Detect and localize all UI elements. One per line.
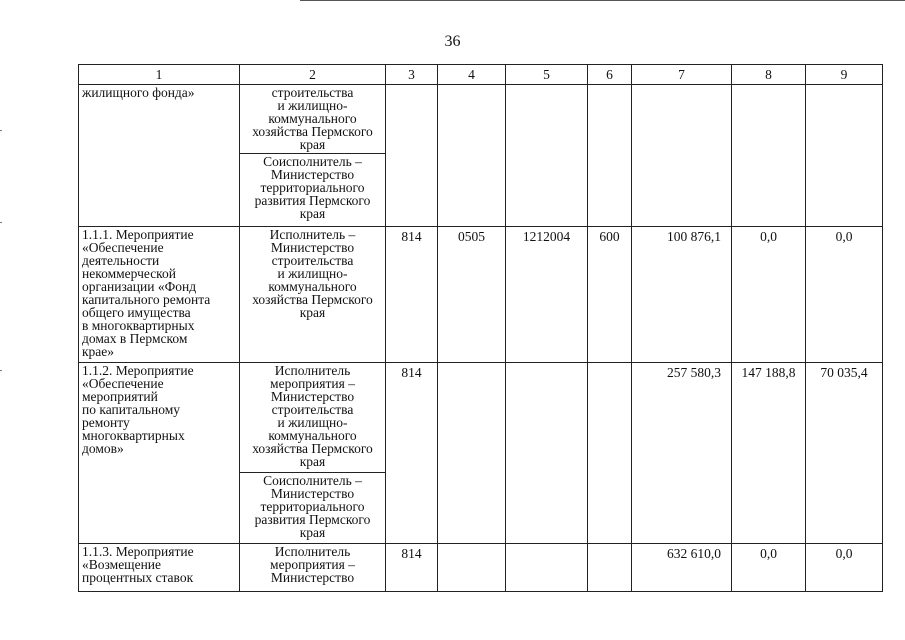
table-row xyxy=(79,85,883,154)
expense-type-cell xyxy=(588,85,632,227)
expense-type-cell xyxy=(588,363,632,544)
amount-year2-cell: 0,0 xyxy=(732,544,806,592)
grbs-code-cell: 814 xyxy=(386,363,438,544)
grbs-code-cell: 814 xyxy=(386,227,438,363)
amount-year3-cell: 0,0 xyxy=(806,544,883,592)
co-executor-cell: Соисполнитель – Министерство территориального развития Пермского края xyxy=(240,473,386,544)
activity-name-cell: 1.1.2. Мероприятие «Обеспечение мероприятий по капитальному ремонту многоквартирных домов» xyxy=(79,363,240,544)
activity-name-cell: 1.1.1. Мероприятие «Обеспечение деятельности некоммерческой организации «Фонд капитального ремонта общего имущества в многоквартирных домах в Пермском крае» xyxy=(79,227,240,363)
section-code-cell xyxy=(438,85,506,227)
amount-year2-cell: 0,0 xyxy=(732,227,806,363)
activity-name-cell: 1.1.3. Мероприятие «Возмещение процентных ставок xyxy=(79,544,240,592)
column-header: 3 xyxy=(386,65,438,85)
activity-name-cell: жилищного фонда» xyxy=(79,85,240,227)
target-article-cell: 1212004 xyxy=(506,227,588,363)
amount-year1-cell: 632 610,0 xyxy=(632,544,732,592)
grbs-code-cell: 814 xyxy=(386,544,438,592)
amount-year1-cell xyxy=(632,85,732,227)
column-header: 9 xyxy=(806,65,883,85)
margin-mark xyxy=(0,370,2,371)
target-article-cell xyxy=(506,363,588,544)
margin-mark xyxy=(0,222,2,223)
amount-year2-cell xyxy=(732,85,806,227)
target-article-cell xyxy=(506,85,588,227)
executor-cell: Исполнитель мероприятия – Министерство строительства и жилищно- коммунального хозяйства Пермского края xyxy=(240,363,386,473)
column-header: 7 xyxy=(632,65,732,85)
column-header: 5 xyxy=(506,65,588,85)
column-header: 2 xyxy=(240,65,386,85)
column-header: 4 xyxy=(438,65,506,85)
column-header: 6 xyxy=(588,65,632,85)
table-row xyxy=(79,363,883,473)
executor-cell: Исполнитель мероприятия – Министерство xyxy=(240,544,386,592)
section-code-cell: 0505 xyxy=(438,227,506,363)
margin-mark xyxy=(0,130,2,131)
section-code-cell xyxy=(438,544,506,592)
amount-year1-cell: 100 876,1 xyxy=(632,227,732,363)
column-header: 1 xyxy=(79,65,240,85)
expense-type-cell: 600 xyxy=(588,227,632,363)
grbs-code-cell xyxy=(386,85,438,227)
target-article-cell xyxy=(506,544,588,592)
expense-type-cell xyxy=(588,544,632,592)
budget-table xyxy=(78,64,883,592)
column-number-row xyxy=(79,65,883,85)
executor-cell: Исполнитель – Министерство строительства и жилищно- коммунального хозяйства Пермского края xyxy=(240,227,386,363)
amount-year2-cell: 147 188,8 xyxy=(732,363,806,544)
co-executor-cell: Соисполнитель – Министерство территориального развития Пермского края xyxy=(240,154,386,227)
table-row xyxy=(79,544,883,592)
column-header: 8 xyxy=(732,65,806,85)
amount-year3-cell xyxy=(806,85,883,227)
amount-year1-cell: 257 580,3 xyxy=(632,363,732,544)
top-rule xyxy=(300,0,905,1)
executor-cell: строительства и жилищно- коммунального хозяйства Пермского края xyxy=(240,85,386,154)
table-row xyxy=(79,227,883,363)
section-code-cell xyxy=(438,363,506,544)
amount-year3-cell: 70 035,4 xyxy=(806,363,883,544)
amount-year3-cell: 0,0 xyxy=(806,227,883,363)
page-number: 36 xyxy=(444,33,461,50)
